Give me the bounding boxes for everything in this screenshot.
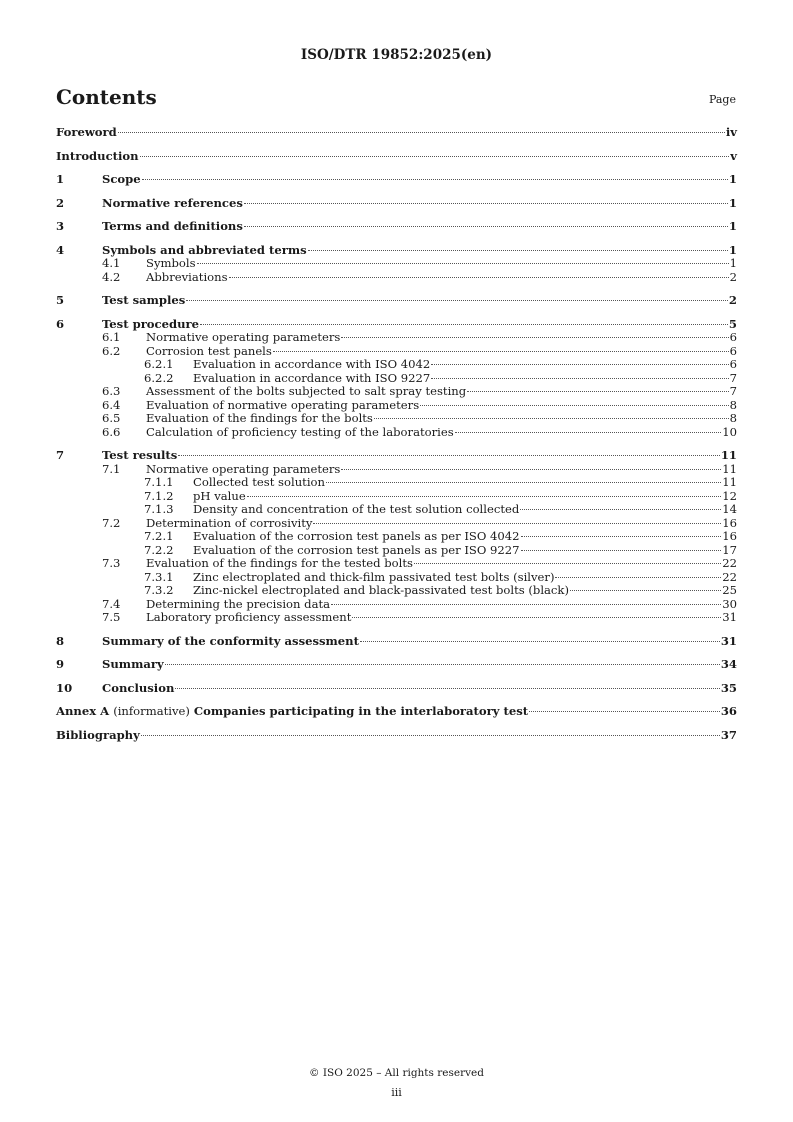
toc-entry-page: 6 xyxy=(729,357,737,371)
toc-entry[interactable] xyxy=(56,463,737,477)
dot-leader xyxy=(520,509,721,510)
dot-leader xyxy=(570,590,721,591)
toc-entry-page: 1 xyxy=(729,256,737,270)
toc-entry[interactable] xyxy=(56,490,737,504)
toc-entry[interactable] xyxy=(56,476,737,490)
toc-entry-page: 22 xyxy=(722,556,737,570)
toc-entry-page: 10 xyxy=(722,424,737,439)
toc-entry-page: 7 xyxy=(729,384,737,398)
toc-entry[interactable] xyxy=(56,635,737,649)
dot-leader xyxy=(165,664,720,665)
toc-entry-title[interactable]: Summary xyxy=(102,657,164,671)
toc-entry[interactable] xyxy=(56,682,737,696)
toc-entry[interactable] xyxy=(56,331,737,345)
toc-entry[interactable] xyxy=(56,197,737,211)
toc-entry-title[interactable]: Introduction xyxy=(56,148,139,163)
toc-entry[interactable] xyxy=(56,584,737,598)
dot-leader xyxy=(529,711,720,712)
toc-entry-number: 7.3.1 xyxy=(144,569,174,584)
dot-leader xyxy=(197,263,729,264)
toc-entry-title[interactable]: Evaluation of the findings for the bolts xyxy=(146,411,373,425)
dot-leader xyxy=(420,405,728,406)
toc-entry-number: Annex A xyxy=(56,704,110,718)
toc-entry-page: 16 xyxy=(722,529,737,543)
toc-entry-title[interactable]: Symbols and abbreviated terms xyxy=(102,242,307,257)
toc-entry-title[interactable]: Evaluation of the corrosion test panels as per ISO 9227 xyxy=(193,542,520,557)
toc-entry-number: 8 xyxy=(56,633,65,648)
dot-leader xyxy=(118,132,725,133)
toc-entry-number: 7 xyxy=(56,448,65,462)
dot-leader xyxy=(555,577,721,578)
toc-entry[interactable] xyxy=(56,598,737,612)
toc-entry-title[interactable]: Collected test solution xyxy=(193,475,325,489)
toc-entry-title[interactable]: Zinc electroplated and thick-film passivated test bolts (silver) xyxy=(193,569,555,584)
toc-entry-page: 36 xyxy=(720,704,737,718)
toc-entry-title[interactable]: pH value xyxy=(193,488,246,503)
toc-entry-number: 6.5 xyxy=(102,411,121,425)
toc-entry-title[interactable]: Symbols xyxy=(146,256,196,270)
table-of-contents xyxy=(56,126,737,742)
toc-entry-title[interactable]: Determining the precision data xyxy=(146,596,331,611)
toc-entry-number: 7.2.1 xyxy=(144,529,174,543)
dot-leader xyxy=(374,418,729,419)
toc-entry[interactable] xyxy=(56,385,737,399)
toc-entry-page: 11 xyxy=(722,461,737,476)
toc-entry-title[interactable]: Conclusion xyxy=(102,680,175,695)
toc-entry-number: 6.4 xyxy=(102,397,121,412)
toc-entry[interactable] xyxy=(56,150,737,164)
toc-entry-title[interactable]: Foreword xyxy=(56,125,117,139)
toc-entry-page: 16 xyxy=(722,515,737,530)
toc-entry-number: 10 xyxy=(56,680,73,695)
toc-entry-number: 1 xyxy=(56,172,65,186)
dot-leader xyxy=(431,378,728,379)
toc-entry[interactable] xyxy=(56,611,737,625)
toc-entry-page: 2 xyxy=(728,293,737,307)
toc-entry[interactable] xyxy=(56,426,737,440)
dot-leader xyxy=(229,277,729,278)
toc-entry-page: 1 xyxy=(728,219,737,233)
toc-entry-title[interactable]: Normative references xyxy=(102,195,243,210)
dot-leader xyxy=(313,523,721,524)
toc-entry-number: 4 xyxy=(56,242,65,257)
dot-leader xyxy=(521,550,722,551)
dot-leader xyxy=(414,563,721,564)
dot-leader xyxy=(467,391,728,392)
toc-entry-number: 4.2 xyxy=(102,269,121,284)
toc-entry-page: 17 xyxy=(722,542,737,557)
toc-entry-page: 7 xyxy=(729,370,737,385)
dot-leader xyxy=(352,617,721,618)
toc-entry-title[interactable]: Normative operating parameters xyxy=(146,461,341,476)
dot-leader xyxy=(431,364,728,365)
toc-entry-page: 8 xyxy=(729,411,737,425)
toc-entry-number: 7.1.3 xyxy=(144,502,174,516)
toc-entry[interactable] xyxy=(56,449,737,463)
toc-entry-page: 31 xyxy=(720,633,737,648)
toc-entry-number: 7.4 xyxy=(102,596,121,611)
toc-entry-title[interactable]: Laboratory proficiency assessment xyxy=(146,610,352,624)
toc-entry-page: 14 xyxy=(722,502,737,516)
toc-entry-title[interactable]: Evaluation in accordance with ISO 9227 xyxy=(193,370,431,385)
toc-entry-number: 7.5 xyxy=(102,610,121,624)
toc-entry-number: 6.1 xyxy=(102,330,121,344)
toc-entry-number: 7.3.2 xyxy=(144,583,174,597)
toc-entry-page: 37 xyxy=(720,727,737,742)
toc-entry[interactable] xyxy=(56,503,737,517)
dot-leader xyxy=(455,432,722,433)
toc-entry[interactable] xyxy=(56,173,737,187)
dot-leader xyxy=(521,536,722,537)
toc-entry[interactable] xyxy=(56,372,737,386)
toc-entry-page: 11 xyxy=(720,448,737,462)
toc-entry-page: 1 xyxy=(728,195,737,210)
toc-entry[interactable] xyxy=(56,557,737,571)
toc-entry-number: 6.2.2 xyxy=(144,370,174,385)
toc-entry-page: 30 xyxy=(722,596,737,611)
toc-entry-title[interactable]: Companies participating in the interlaboratory test xyxy=(193,704,529,718)
toc-entry-page: 34 xyxy=(720,657,737,671)
toc-entry-title[interactable]: Terms and definitions xyxy=(102,219,243,233)
toc-entry-number: 6.2 xyxy=(102,343,121,358)
toc-entry-title[interactable]: Determination of corrosivity xyxy=(146,515,313,530)
dot-leader xyxy=(178,455,720,456)
toc-entry-number: 2 xyxy=(56,195,65,210)
toc-entry[interactable] xyxy=(56,126,737,140)
toc-entry-title[interactable]: Evaluation of the findings for the tested bolts xyxy=(146,556,413,570)
toc-entry[interactable] xyxy=(56,257,737,271)
dot-leader xyxy=(141,735,720,736)
toc-entry[interactable] xyxy=(56,544,737,558)
toc-entry-title[interactable]: Test results xyxy=(102,448,178,462)
toc-entry-number: 6.3 xyxy=(102,384,121,398)
toc-entry-number: 7.1.1 xyxy=(144,475,174,489)
document-id: ISO/DTR 19852:2025(en) xyxy=(300,47,493,63)
dot-leader xyxy=(247,496,722,497)
toc-entry-title[interactable]: Summary of the conformity assessment xyxy=(102,633,359,648)
toc-entry-page: 1 xyxy=(728,242,737,257)
toc-entry[interactable] xyxy=(56,729,737,743)
dot-leader xyxy=(186,300,728,301)
toc-entry-annex-note: (informative) xyxy=(113,704,190,718)
toc-entry-number: 6.6 xyxy=(102,424,121,439)
toc-entry-title[interactable]: Abbreviations xyxy=(146,269,228,284)
toc-entry-title[interactable]: Test procedure xyxy=(102,316,199,331)
dot-leader xyxy=(341,469,721,470)
toc-entry-title[interactable]: Normative operating parameters xyxy=(146,330,341,344)
dot-leader xyxy=(360,641,720,642)
dot-leader xyxy=(273,351,729,352)
toc-entry-number: 7.1 xyxy=(102,461,121,476)
page-column-label: Page xyxy=(708,93,736,106)
toc-entry-number: 5 xyxy=(56,293,65,307)
page-number: iii xyxy=(391,1086,402,1099)
toc-entry-page: 25 xyxy=(722,583,737,597)
dot-leader xyxy=(140,156,730,157)
toc-entry-number: 9 xyxy=(56,657,65,671)
toc-entry-page: 6 xyxy=(729,330,737,344)
copyright-notice: © ISO 2025 – All rights reserved xyxy=(309,1067,484,1079)
toc-entry-page: 2 xyxy=(729,269,737,284)
toc-entry-title[interactable]: Evaluation in accordance with ISO 4042 xyxy=(193,357,431,371)
toc-entry[interactable] xyxy=(56,658,737,672)
toc-entry-page: 35 xyxy=(720,680,737,695)
toc-entry-page: 8 xyxy=(729,397,737,412)
toc-entry-title[interactable]: Zinc-nickel electroplated and black-passivated test bolts (black) xyxy=(193,583,569,597)
toc-entry[interactable] xyxy=(56,345,737,359)
toc-entry-page: v xyxy=(730,148,737,163)
dot-leader xyxy=(331,604,721,605)
toc-entry-number: 7.2 xyxy=(102,515,121,530)
dot-leader xyxy=(244,226,728,227)
toc-entry-page: iv xyxy=(725,125,737,139)
toc-entry[interactable] xyxy=(56,271,737,285)
toc-entry-title[interactable]: Test samples xyxy=(102,293,186,307)
toc-entry[interactable] xyxy=(56,318,737,332)
toc-entry-title[interactable]: Assessment of the bolts subjected to salt spray testing xyxy=(146,384,467,398)
dot-leader xyxy=(308,250,728,251)
toc-entry-title[interactable]: Evaluation of the corrosion test panels as per ISO 4042 xyxy=(193,529,520,543)
toc-entry-page: 11 xyxy=(722,475,737,489)
dot-leader xyxy=(175,688,719,689)
toc-entry-number: 6.2.1 xyxy=(144,357,174,371)
toc-entry-title[interactable]: Bibliography xyxy=(56,727,140,742)
toc-entry[interactable] xyxy=(56,399,737,413)
toc-entry-number: 7.3 xyxy=(102,556,121,570)
toc-entry[interactable] xyxy=(56,244,737,258)
toc-entry-title[interactable]: Scope xyxy=(102,172,141,186)
toc-entry-page: 5 xyxy=(728,316,737,331)
dot-leader xyxy=(200,324,728,325)
toc-entry-title[interactable]: Corrosion test panels xyxy=(146,343,272,358)
toc-entry-page: 22 xyxy=(722,569,737,584)
toc-entry[interactable] xyxy=(56,571,737,585)
toc-entry-number: 3 xyxy=(56,219,65,233)
dot-leader xyxy=(341,337,728,338)
toc-entry[interactable] xyxy=(56,294,737,308)
page-title: Contents xyxy=(56,85,157,109)
toc-entry-page: 1 xyxy=(728,172,737,186)
dot-leader xyxy=(326,482,721,483)
toc-entry-title[interactable]: Density and concentration of the test solution collected xyxy=(193,502,520,516)
toc-entry[interactable] xyxy=(56,530,737,544)
dot-leader xyxy=(244,203,728,204)
toc-entry[interactable] xyxy=(56,705,737,719)
toc-entry-page: 12 xyxy=(722,488,737,503)
toc-entry[interactable] xyxy=(56,412,737,426)
toc-entry[interactable] xyxy=(56,517,737,531)
toc-entry-title[interactable]: Evaluation of normative operating parameters xyxy=(146,397,420,412)
dot-leader xyxy=(142,179,728,180)
toc-entry-number: 6 xyxy=(56,316,65,331)
toc-entry[interactable] xyxy=(56,220,737,234)
toc-entry[interactable] xyxy=(56,358,737,372)
toc-entry-title[interactable]: Calculation of proficiency testing of the laboratories xyxy=(146,424,454,439)
toc-entry-page: 6 xyxy=(729,343,737,358)
toc-entry-page: 31 xyxy=(722,610,737,624)
toc-entry-number: 7.1.2 xyxy=(144,488,174,503)
toc-entry-number: 4.1 xyxy=(102,256,121,270)
toc-entry-number: 7.2.2 xyxy=(144,542,174,557)
